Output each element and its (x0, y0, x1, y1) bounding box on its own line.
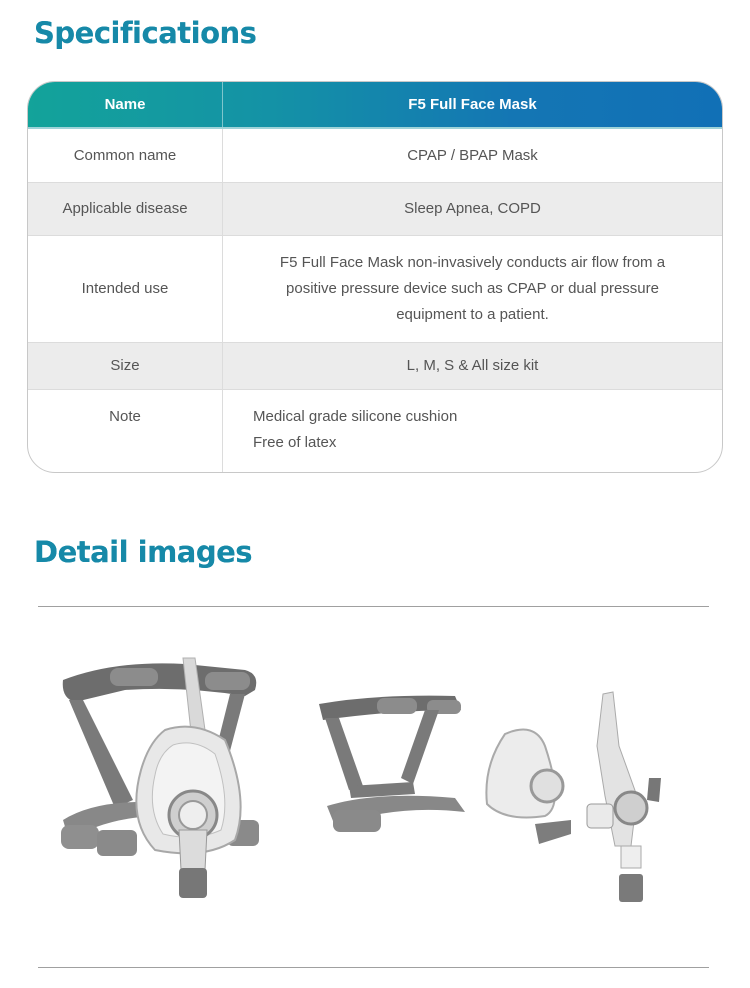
row-value: Sleep Apnea, COPD (404, 200, 541, 217)
exploded-components-image (315, 686, 675, 911)
table-row (28, 343, 722, 390)
header-name: Name (28, 82, 223, 127)
bottom-divider (38, 967, 709, 968)
specifications-heading: Specifications (34, 16, 257, 50)
assembled-mask-image (55, 650, 270, 915)
specifications-table (27, 81, 723, 473)
row-value: L, M, S & All size kit (406, 357, 539, 374)
row-value: F5 Full Face Mask non-invasively conducts air flow from a positive pressure device such as CPAP or dual pressure equipment to a patient. (279, 254, 666, 323)
row-label: Common name (28, 129, 223, 182)
header-product: F5 Full Face Mask (408, 95, 537, 113)
row-label: Size (28, 343, 223, 389)
top-divider (38, 606, 709, 607)
table-header-row (28, 82, 722, 129)
table-row (28, 236, 722, 343)
note-line-2: Free of latex (253, 434, 337, 451)
row-label: Note (28, 390, 223, 473)
row-label: Intended use (28, 236, 223, 342)
table-row (28, 129, 722, 183)
row-value: CPAP / BPAP Mask (407, 146, 538, 164)
row-value (223, 390, 722, 473)
row-label: Applicable disease (28, 183, 223, 235)
table-row (28, 183, 722, 236)
table-row (28, 390, 722, 473)
detail-images-heading: Detail images (34, 535, 253, 569)
note-line-1: Medical grade silicone cushion (253, 408, 458, 425)
